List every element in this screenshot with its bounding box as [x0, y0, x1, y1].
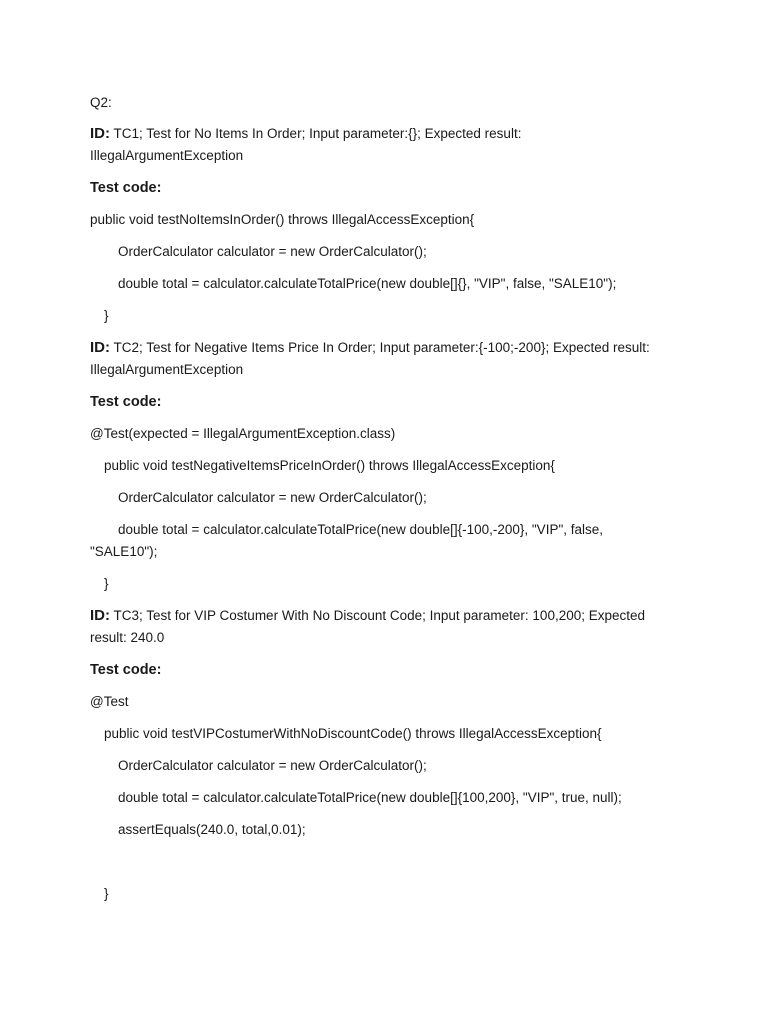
tc2-code-line: public void testNegativeItemsPriceInOrder() throws IllegalAccessException{: [104, 458, 555, 473]
tc3-code-line: }: [104, 886, 109, 901]
tc3-code-line: public void testVIPCostumerWithNoDiscountCode() throws IllegalAccessException{: [104, 726, 602, 741]
tc1-id-label: ID:: [90, 125, 110, 142]
tc3-id-line: [90, 605, 645, 627]
tc2-description-cont: IllegalArgumentException: [90, 362, 244, 377]
tc2-test-code-label: Test code:: [90, 394, 162, 410]
tc2-id-label: ID:: [90, 339, 110, 356]
tc1-code-line: public void testNoItemsInOrder() throws IllegalAccessException{: [90, 212, 475, 227]
tc2-code-line: }: [104, 576, 109, 591]
tc2-code-line: double total = calculator.calculateTotalPrice(new double[]{-100,-200}, "VIP", false,: [118, 522, 604, 537]
tc1-test-code-label: Test code:: [90, 180, 162, 196]
tc2-code-line: OrderCalculator calculator = new OrderCalculator();: [118, 490, 427, 505]
tc3-description-cont: result: 240.0: [90, 630, 165, 645]
tc3-code-line: @Test: [90, 694, 129, 709]
tc3-code-line: double total = calculator.calculateTotalPrice(new double[]{100,200}, "VIP", true, null);: [118, 790, 622, 805]
tc2-code-line: "SALE10");: [90, 544, 158, 559]
tc3-test-code-label: Test code:: [90, 662, 162, 678]
tc2-code-line: @Test(expected = IllegalArgumentException.class): [90, 426, 396, 441]
tc1-description-cont: IllegalArgumentException: [90, 148, 244, 163]
tc3-id-label: ID:: [90, 607, 110, 624]
tc3-code-line: assertEquals(240.0, total,0.01);: [118, 822, 306, 837]
tc1-code-line: double total = calculator.calculateTotalPrice(new double[]{}, "VIP", false, "SALE10");: [118, 276, 617, 291]
tc3-code-line: OrderCalculator calculator = new OrderCalculator();: [118, 758, 427, 773]
tc1-description: TC1; Test for No Items In Order; Input parameter:{}; Expected result:: [110, 126, 522, 141]
tc1-code-line: }: [104, 308, 109, 323]
tc2-id-line: [90, 337, 650, 359]
tc1-id-line: [90, 123, 521, 145]
tc3-description: TC3; Test for VIP Costumer With No Discount Code; Input parameter: 100,200; Expected: [110, 608, 646, 623]
question-number: Q2:: [90, 95, 112, 110]
tc1-code-line: OrderCalculator calculator = new OrderCalculator();: [118, 244, 427, 259]
tc2-description: TC2; Test for Negative Items Price In Order; Input parameter:{-100;-200}; Expected result:: [110, 340, 650, 355]
